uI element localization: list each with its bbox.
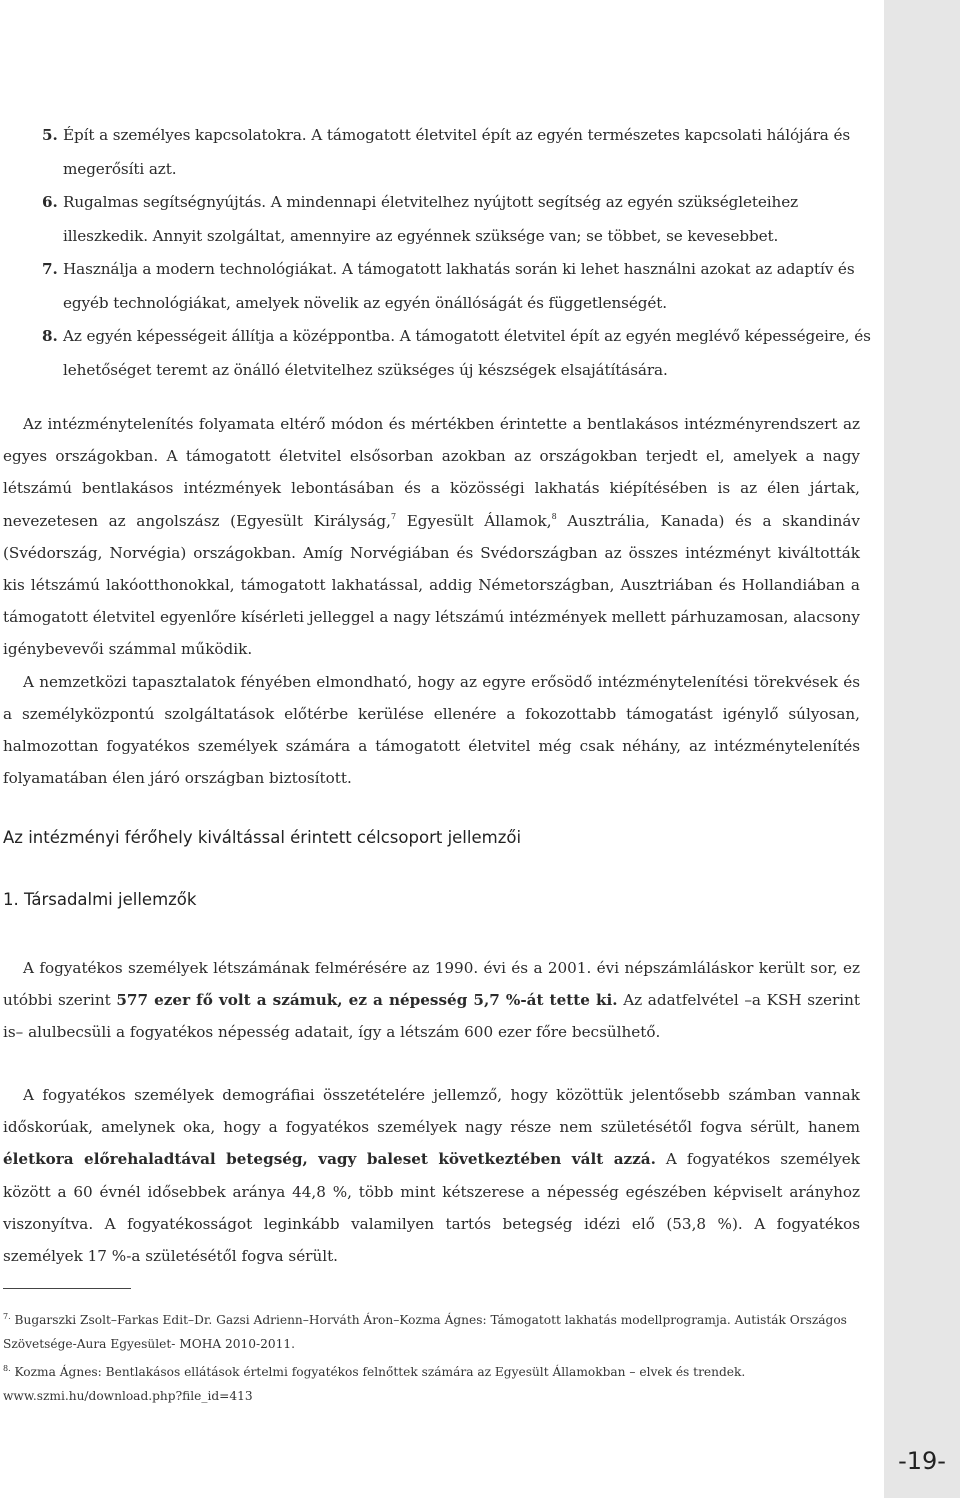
section-heading: Az intézményi férőhely kiváltással érintett célcsoport jellemzői: [3, 828, 522, 847]
paragraph-text: A fogyatékos személyek között a 60 évnél idősebbek aránya 44,8 %, több mint kétszerese a népesség egészében képviselt arányhoz viszonyítva. A fogyatékosságot leginkább valamilyen tartós betegség idézi elő (53,8 %). A fogyatékos személyek 17 %-a születésétől fogva sérült.: [3, 1150, 860, 1266]
footnote-text: Kozma Ágnes: Bentlakásos ellátások értelmi fogyatékos felnőttek számára az Egyesült Államokban – elvek és trendek. www.szmi.hu/download.php?file_id=413: [3, 1365, 746, 1403]
list-item-text: A támogatott életvitel épít az egyén természetes kapcsolati hálójára és megerősíti azt.: [63, 126, 851, 178]
list-item-text: A mindennapi életvitelhez nyújtott segítség az egyén szükségleteihez illeszkedik. Annyit szolgáltat, amennyire az egyénnek szüksége van; se többet, se kevesebbet.: [63, 193, 799, 245]
list-item-lead: Használja a modern technológiákat.: [63, 260, 338, 278]
footnote-mark: 8.: [3, 1364, 11, 1373]
bold-text: 577 ezer fő volt a számuk, ez a népesség 5,7 %-át tette ki.: [116, 991, 618, 1010]
list-item-lead: Rugalmas segítségnyújtás.: [63, 193, 267, 211]
page-number: -19-: [898, 1447, 946, 1475]
paragraph-text: A fogyatékos személyek létszámának felmérésére az 1990. évi és a 2001. évi népszámláláskor került sor, ez utóbbi szerint: [3, 959, 860, 1010]
list-item-text: A támogatott életvitel épít az egyén meglévő képességeire, és lehetőséget teremt az önálló életvitelhez szükséges új készségek elsajátítására.: [63, 327, 871, 379]
paragraph-text: Egyesült Államok,: [396, 511, 552, 530]
paragraph-text: Az adatfelvétel –a KSH szerint is– alulbecsüli a fogyatékos népesség adatait, így a létszám 600 ezer főre becsülhető.: [3, 991, 860, 1042]
paragraph-population-count: [3, 952, 860, 1049]
subsection-heading: 1. Társadalmi jellemzők: [3, 890, 197, 909]
paragraph-deinstitutionalization: [3, 408, 860, 666]
list-item-number: 6.: [42, 193, 58, 211]
list-item: [42, 186, 872, 253]
footnote-mark: 7.: [3, 1312, 11, 1321]
footnote-8: [3, 1357, 860, 1408]
footnote-7: [3, 1305, 860, 1356]
footnote-ref-7[interactable]: 7: [390, 511, 397, 521]
footnote-divider: [3, 1288, 131, 1289]
intro-paragraphs: [3, 408, 860, 794]
page-side-bar: [884, 0, 960, 1498]
list-item-number: 7.: [42, 260, 58, 278]
paragraph-international-experience: A nemzetközi tapasztalatok fényében elmondható, hogy az egyre erősödő intézménytelenítési törekvések és a személyközpontú szolgáltatások előtérbe kerülése ellenére a fokozottabb támogatást igénylő súlyosan, halmozottan fogyatékos személyek számára a támogatott életvitel még csak néhány, az intézménytelenítés folyamatában élen járó országban biztosított.: [3, 672, 860, 788]
paragraph-text: Az intézménytelenítés folyamata eltérő módon és mértékben érintette a bentlakásos intézményrendszert az egyes országokban. A támogatott életvitel elsősorban azokban az országokban terjedt el, amelyek a nagy létszámú bentlakásos intézmények lebontásában és a közösségi lakhatás kiépítésében is az élen jártak, nevezetesen az angolszász (Egyesült Királyság,: [3, 415, 860, 530]
list-item-text: A támogatott lakhatás során ki lehet használni azokat az adaptív és egyéb technológiákat, amelyek növelik az egyén önállóságát és függetlenségét.: [63, 260, 855, 312]
principles-list: [42, 119, 872, 387]
paragraph-demographics: [3, 1079, 860, 1272]
list-item: [42, 119, 872, 186]
list-item-lead: Épít a személyes kapcsolatokra.: [63, 126, 307, 144]
bold-text: életkora előrehaladtával betegség, vagy baleset következtében vált azzá.: [3, 1150, 656, 1169]
footnote-ref-8[interactable]: 8: [551, 511, 557, 521]
footnote-text: Bugarszki Zsolt–Farkas Edit–Dr. Gazsi Adrienn–Horváth Áron–Kozma Ágnes: Támogatott lakhatás modellprogramja. Autisták Országos Szövetsége-Aura Egyesület- MOHA 2010-2011.: [3, 1313, 847, 1351]
list-item-lead: Az egyén képességeit állítja a középpontba.: [63, 327, 395, 345]
list-item-number: 8.: [42, 327, 58, 345]
paragraph-text: A fogyatékos személyek demográfiai összetételére jellemző, hogy közöttük jelentősebb számban vannak időskorúak, amelynek oka, hogy a fogyatékos személyek nagy része nem születésétől fogva sérült, hanem: [3, 1086, 860, 1137]
paragraph-text: Ausztrália, Kanada) és a skandináv (Svédország, Norvégia) országokban. Amíg Norvégiában és Svédországban az összes intézményt kiváltották kis létszámú lakóotthonokkal, támogatott lakhatással, addig Németországban, Ausztriában és Hollandiában a támogatott életvitel egyenlőre kísérleti jelleggel a nagy létszámú intézmények mellett párhuzamosan, alacsony igénybevevői számmal működik.: [3, 511, 860, 659]
list-item: [42, 320, 872, 387]
list-item: [42, 253, 872, 320]
list-item-number: 5.: [42, 126, 58, 144]
